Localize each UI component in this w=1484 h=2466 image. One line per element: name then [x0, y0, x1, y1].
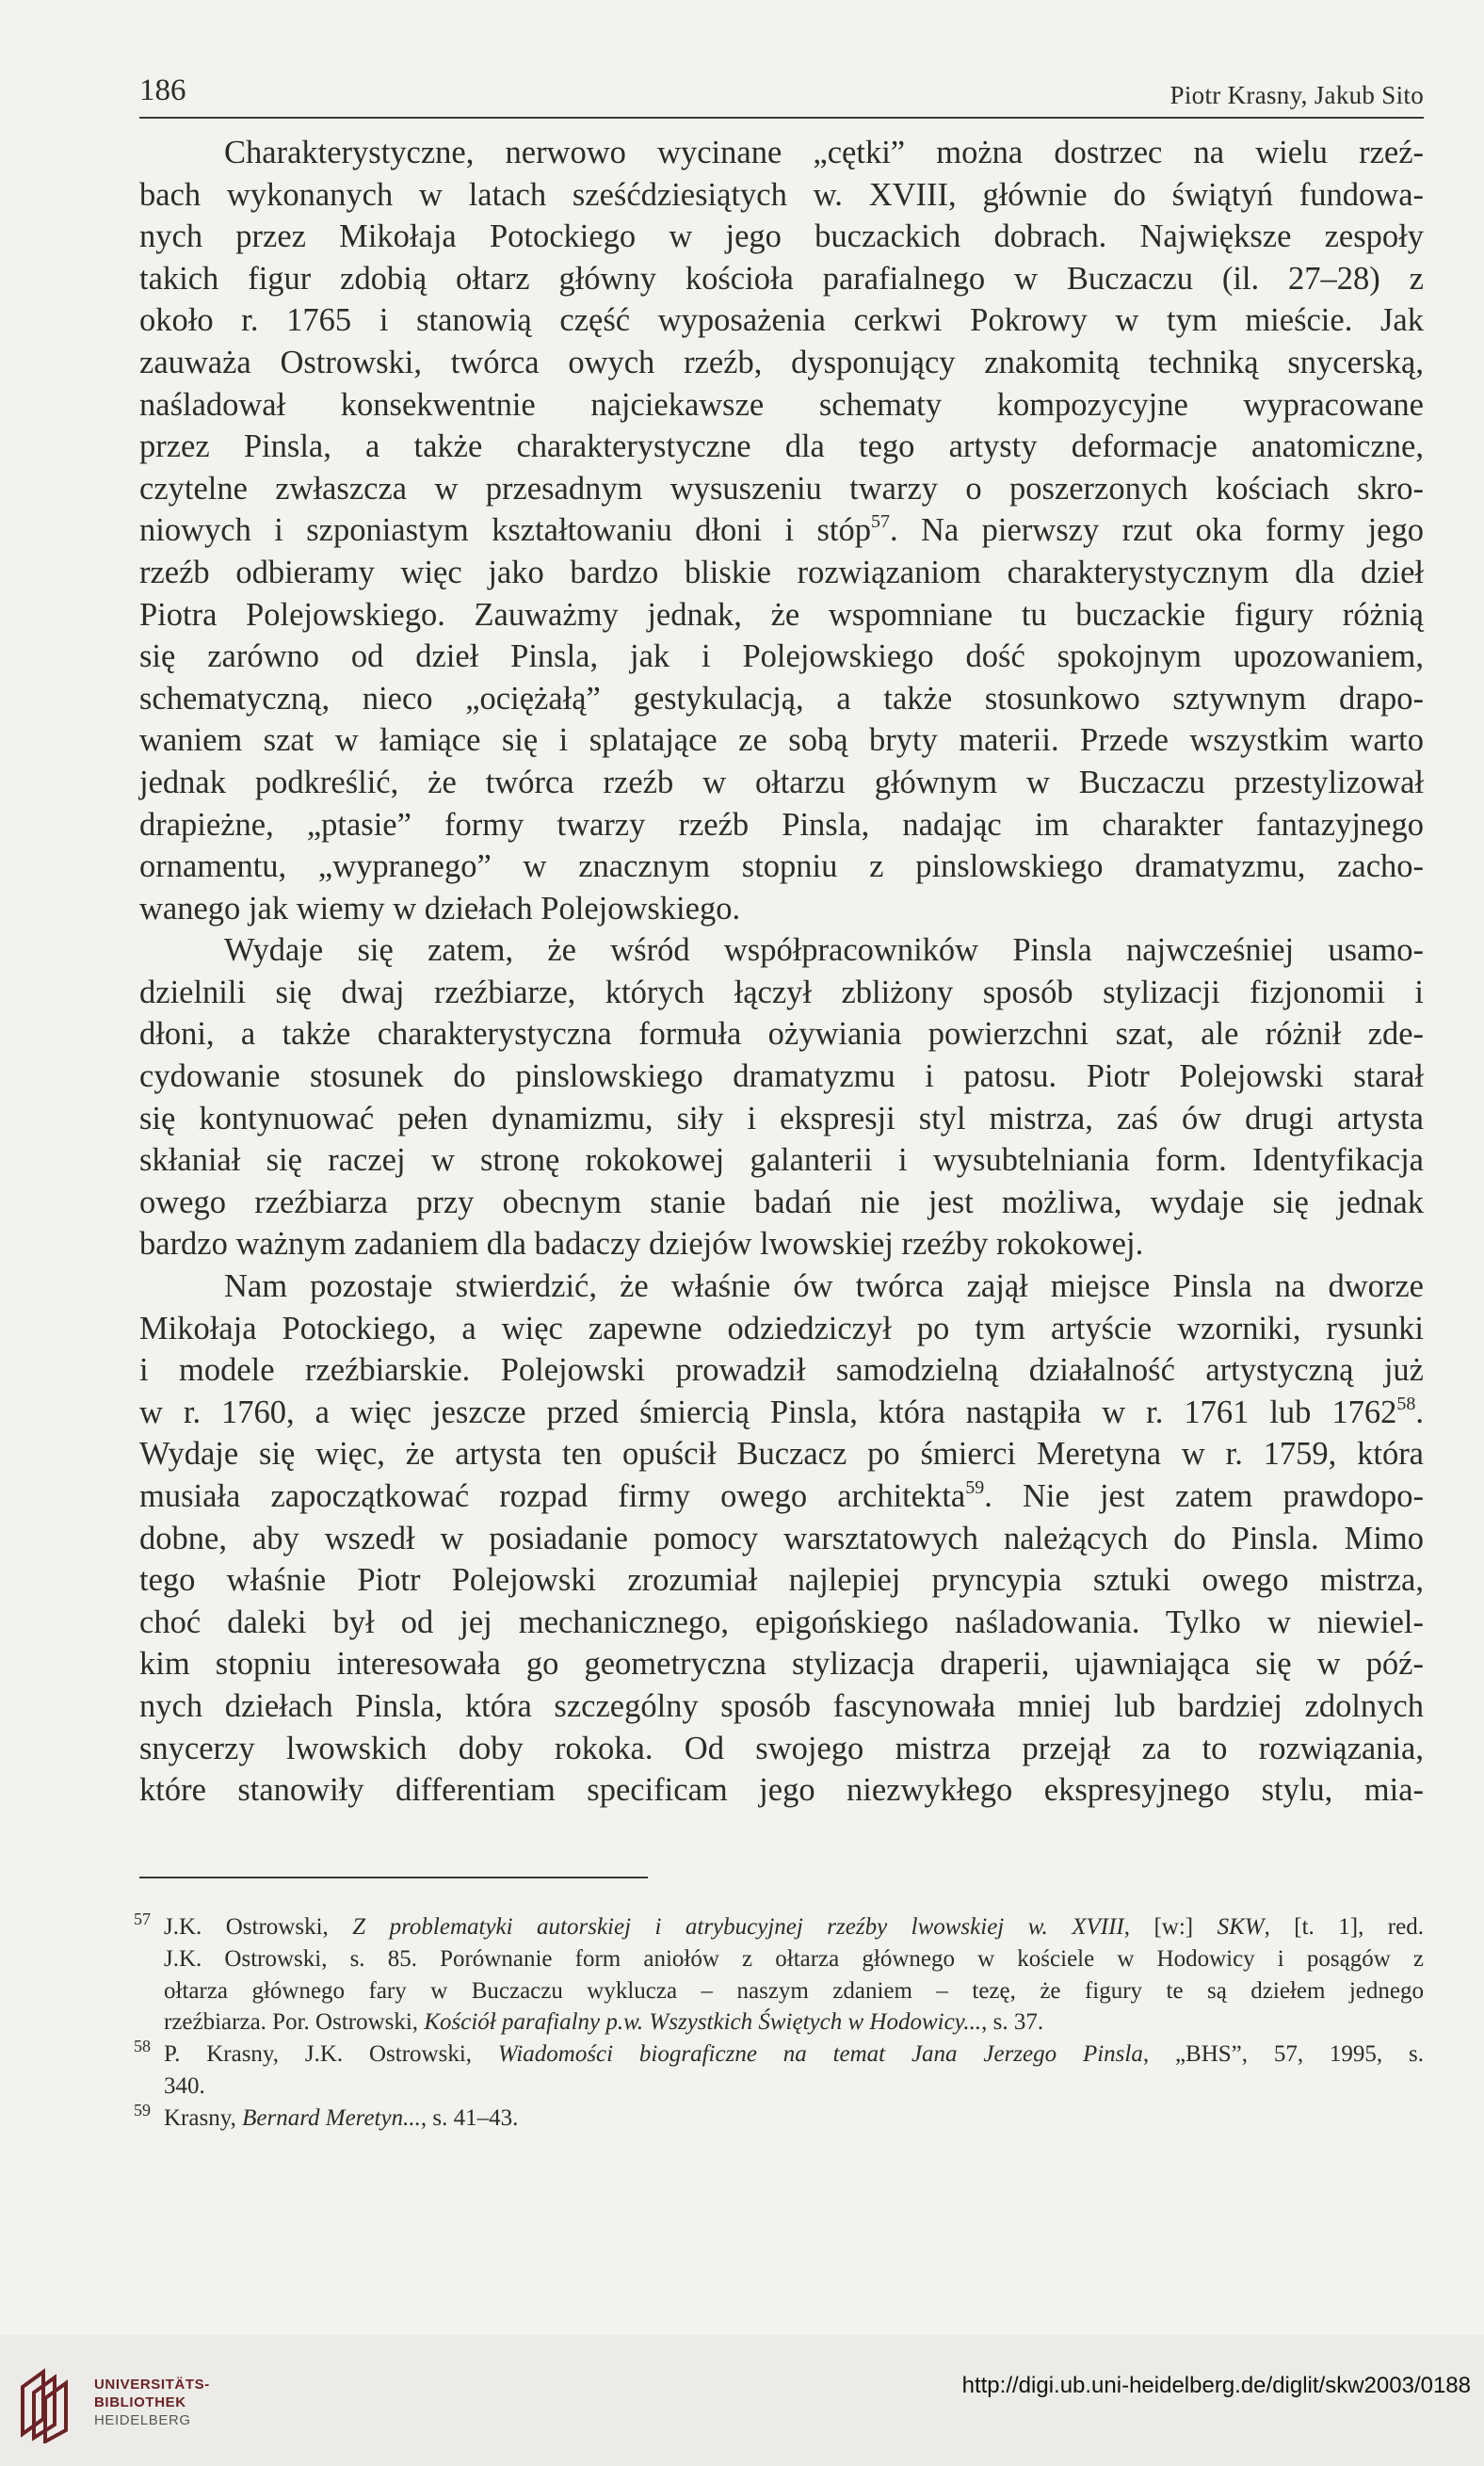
text-line	[139, 1308, 1424, 1350]
text-line	[139, 1013, 1424, 1056]
text-line	[139, 1643, 1424, 1685]
footnote-text: , s. 37.	[981, 2009, 1044, 2036]
running-head: Piotr Krasny, Jakub Sito	[1169, 81, 1424, 109]
footnote-reference[interactable]: 57	[870, 511, 890, 533]
text-line	[139, 1392, 1424, 1434]
text-line-continuation: . Nie jest zatem prawdopo-	[984, 1478, 1424, 1514]
text-line-content: się kontynuować pełen dynamizmu, siły i ekspresji styl mistrza, zaś ów drugi artysta	[139, 1100, 1424, 1136]
text-line-content: jednak podkreślić, że twórca rzeźb w ołtarzu głównym w Buczaczu przestylizował	[139, 764, 1424, 800]
text-line	[139, 719, 1424, 762]
footnote-57	[134, 1910, 1424, 2039]
text-line-content: skłaniał się raczej w stronę rokokowej galanterii i wysubtelniania form. Identyfikacja	[139, 1142, 1424, 1179]
text-line-content: ornamentu, „wypranego” w znacznym stopniu z pinslowskiego dramatyzmu, zacho-	[139, 848, 1424, 885]
footnote-title: SKW	[1217, 1914, 1265, 1940]
text-line-content: bardzo ważnym zadaniem dla badaczy dziejów lwowskiej rzeźby rokokowej.	[139, 1226, 1144, 1263]
text-line	[139, 1769, 1424, 1812]
text-line-content: około r. 1765 i stanowią część wyposażenia cerkwi Pokrowy w tym mieście. Jak	[139, 302, 1424, 339]
text-line-content: Wydaje się więc, że artysta ten opuścił Buczacz po śmierci Meretyna w r. 1759, która	[139, 1436, 1424, 1473]
text-line	[139, 1349, 1424, 1392]
text-line	[139, 972, 1424, 1014]
library-logo-icon	[15, 2359, 81, 2443]
footnote-line	[139, 2103, 1424, 2135]
text-line-content: które stanowiły differentiam specificam jego niezwykłego ekspresyjnego stylu, mia-	[139, 1772, 1424, 1809]
text-line	[139, 468, 1424, 510]
text-line	[139, 636, 1424, 678]
text-line	[139, 1265, 1424, 1308]
text-line-content: zauważa Ostrowski, twórca owych rzeźb, dysponujący znakomitą techniką snycerską,	[139, 344, 1424, 380]
text-line-content: niowych i szponiastym kształtowaniu dłoni i stóp	[139, 512, 871, 549]
page-header	[139, 73, 1424, 119]
text-line	[139, 762, 1424, 804]
text-line-content: Charakterystyczne, nerwowo wycinane „cętki” można dostrzec na wielu rzeź-	[224, 135, 1424, 170]
source-url-link[interactable]: http://digi.ub.uni-heidelberg.de/diglit/skw2003/0188	[961, 2373, 1471, 2398]
text-line-content: nych przez Mikołaja Potockiego w jego buczackich dobrach. Największe zespoły	[139, 218, 1424, 255]
logo-line-1: UNIVERSITÄTS-	[94, 2377, 210, 2393]
footnote-title: Wiadomości biograficzne na temat Jana Jerzego Pinsla	[497, 2041, 1143, 2068]
text-line	[139, 594, 1424, 637]
footnote-rule	[139, 1877, 648, 1878]
text-line-content: dłoni, a także charakterystyczna formuła ożywiania powierzchni szat, ale różnił zde-	[139, 1016, 1424, 1053]
text-line-content: Nam pozostaje stwierdzić, że właśnie ów twórca zajął miejsce Pinsla na dworze	[224, 1268, 1424, 1305]
footnote-text: J.K. Ostrowski, s. 85. Porównanie form aniołów z ołtarza głównego w kościele w Hodowicy i posągów z	[164, 1945, 1424, 1972]
text-line-content: i modele rzeźbiarskie. Polejowski prowadził samodzielną działalność artystyczną już	[139, 1352, 1424, 1389]
text-line	[139, 1602, 1424, 1644]
footnote-line	[139, 1943, 1424, 1975]
text-line-content: się zarówno od dzieł Pinsla, jak i Polejowskiego dość spokojnym upozowaniem,	[139, 638, 1424, 675]
text-line-content: dobne, aby wszedł w posiadanie pomocy warsztatowych należących do Pinsla. Mimo	[139, 1520, 1424, 1556]
text-line-content: czytelne zwłaszcza w przesadnym wysuszeniu twarzy o poszerzonych kościach skro-	[139, 470, 1424, 507]
text-line-content: kim stopniu interesowała go geometryczna stylizacja draperii, ujawniająca się w póź-	[139, 1646, 1424, 1683]
text-line	[139, 1559, 1424, 1602]
text-line-content: tego właśnie Piotr Polejowski zrozumiał najlepiej pryncypia sztuki owego mistrza,	[139, 1562, 1424, 1599]
footnote-number: 59	[134, 2100, 151, 2119]
page-number: 186	[139, 73, 186, 107]
text-line	[139, 174, 1424, 217]
text-line	[139, 1685, 1424, 1728]
footnote-text: J.K. Ostrowski,	[164, 1914, 353, 1940]
footnote-text: , „BHS”, 57, 1995, s.	[1142, 2041, 1424, 2068]
footnote-reference[interactable]: 59	[965, 1477, 985, 1498]
text-line-content: Mikołaja Potockiego, a więc zapewne odziedziczył po tym artyście wzorniki, rysunki	[139, 1310, 1424, 1346]
text-line-continuation: . Na pierwszy rzut oka formy jego	[889, 512, 1424, 549]
text-line	[139, 1433, 1424, 1475]
library-logo-text	[94, 2376, 210, 2429]
footnote-text: Krasny,	[164, 2104, 243, 2131]
footnote-text: , s. 41–43.	[420, 2104, 519, 2131]
text-line-content: owego rzeźbiarza przy obecnym stanie badań nie jest możliwa, wydaje się jednak	[139, 1184, 1424, 1220]
footnote-line	[139, 2071, 1424, 2103]
text-line-content: bach wykonanych w latach sześćdziesiątych w. XVIII, głównie do świątyń fundowa-	[139, 176, 1424, 213]
footnote-text: P. Krasny, J.K. Ostrowski,	[164, 2041, 498, 2068]
text-line-content: cydowanie stosunek do pinslowskiego dramatyzmu i patosu. Piotr Polejowski starał	[139, 1058, 1424, 1095]
text-line-content: waniem szat w łamiące się i splatające ze sobą bryty materii. Przede wszystkim warto	[139, 722, 1424, 759]
text-line-content: drapieżne, „ptasie” formy twarzy rzeźb Pinsla, nadając im charakter fantazyjnego	[139, 806, 1424, 843]
text-line-content: choć daleki był od jej mechanicznego, epigońskiego naśladowania. Tylko w niewiel-	[139, 1604, 1424, 1640]
text-line	[139, 216, 1424, 258]
text-line	[139, 804, 1424, 846]
text-line-content: schematyczną, nieco „ociężałą” gestykulacją, a także stosunkowo sztywnym drapo-	[139, 680, 1424, 717]
footnote-title: Z problematyki autorskiej i atrybucyjnej rzeźby lwowskiej w. XVIII	[352, 1914, 1124, 1940]
footnote-line	[139, 1975, 1424, 2007]
footnote-reference[interactable]: 58	[1396, 1393, 1416, 1414]
footnote-text: , [t. 1], red.	[1264, 1914, 1424, 1940]
body-text	[139, 132, 1424, 1812]
text-line	[139, 1098, 1424, 1140]
text-line	[139, 1728, 1424, 1770]
text-line-content: przez Pinsla, a także charakterystyczne dla tego artysty deformacje anatomiczne,	[139, 428, 1424, 465]
footnote-text: ołtarza głównego fary w Buczaczu wyklucza – naszym zdaniem – tezę, że figury te są dziełem jednego	[164, 1977, 1424, 2004]
logo-line-2: BIBLIOTHEK	[94, 2394, 186, 2410]
text-line	[139, 1139, 1424, 1182]
text-line-content: rzeźb odbieramy więc jako bardzo bliskie rozwiązaniom charakterystycznym dla dzieł	[139, 554, 1424, 590]
footnote-59	[134, 2100, 1424, 2135]
text-line-content: snycerzy lwowskich doby rokoka. Od swojego mistrza przejął za to rozwiązania,	[139, 1730, 1424, 1766]
text-line	[139, 426, 1424, 468]
footnote-58	[134, 2037, 1424, 2103]
text-line	[139, 258, 1424, 300]
text-line	[139, 1518, 1424, 1560]
text-line-content: Wydaje się zatem, że wśród współpracowników Pinsla najwcześniej usamo-	[224, 932, 1424, 969]
library-logo[interactable]	[15, 2359, 260, 2453]
footnotes	[134, 1910, 1424, 2135]
text-line	[139, 888, 1424, 930]
text-line	[139, 1056, 1424, 1098]
text-line-content: w r. 1760, a więc jeszcze przed śmiercią Pinsla, która nastąpiła w r. 1761 lub 1762	[139, 1394, 1397, 1430]
text-line	[139, 384, 1424, 427]
text-line-continuation: .	[1415, 1394, 1424, 1430]
text-line	[139, 929, 1424, 972]
footnote-title: Kościół parafialny p.w. Wszystkich Świętych w Hodowicy...	[424, 2009, 982, 2036]
text-line-content: Piotra Polejowskiego. Zauważmy jednak, że wspomniane tu buczackie figury różnią	[139, 596, 1424, 633]
text-line	[139, 1223, 1424, 1265]
text-line	[139, 132, 1424, 174]
footnote-text: 340.	[164, 2072, 205, 2099]
footnote-line	[139, 2039, 1424, 2071]
footnote-title: Bernard Meretyn...	[242, 2104, 421, 2131]
text-line-content: dzielnili się dwaj rzeźbiarze, których łączył zbliżony sposób stylizacji fizjonomii i	[139, 974, 1424, 1010]
text-line	[139, 1475, 1424, 1518]
text-line	[139, 846, 1424, 888]
text-line	[139, 299, 1424, 342]
footnote-text: rzeźbiarza. Por. Ostrowski,	[164, 2009, 425, 2036]
text-line-content: nych dziełach Pinsla, która szczególny sposób fascynowała mniej lub bardziej zdolnych	[139, 1687, 1424, 1724]
text-line-content: naśladował konsekwentnie najciekawsze schematy kompozycyjne wypracowane	[139, 386, 1424, 423]
text-line-content: takich figur zdobią ołtarz główny kościoła parafialnego w Buczaczu (il. 27–28) z	[139, 260, 1424, 297]
footnote-text: , [w:]	[1123, 1914, 1218, 1940]
footnote-number: 58	[134, 2037, 151, 2056]
logo-line-3: HEIDELBERG	[94, 2412, 191, 2428]
text-line-content: musiała zapoczątkować rozpad firmy owego architekta	[139, 1478, 966, 1514]
footnote-number: 57	[134, 1910, 151, 1928]
text-line	[139, 1182, 1424, 1224]
text-line-content: wanego jak wiemy w dziełach Polejowskiego.	[139, 890, 741, 927]
footnote-line	[139, 2007, 1424, 2039]
text-line	[139, 342, 1424, 384]
footnote-line	[139, 1911, 1424, 1943]
text-line	[139, 552, 1424, 594]
text-line	[139, 678, 1424, 720]
text-line	[139, 509, 1424, 552]
